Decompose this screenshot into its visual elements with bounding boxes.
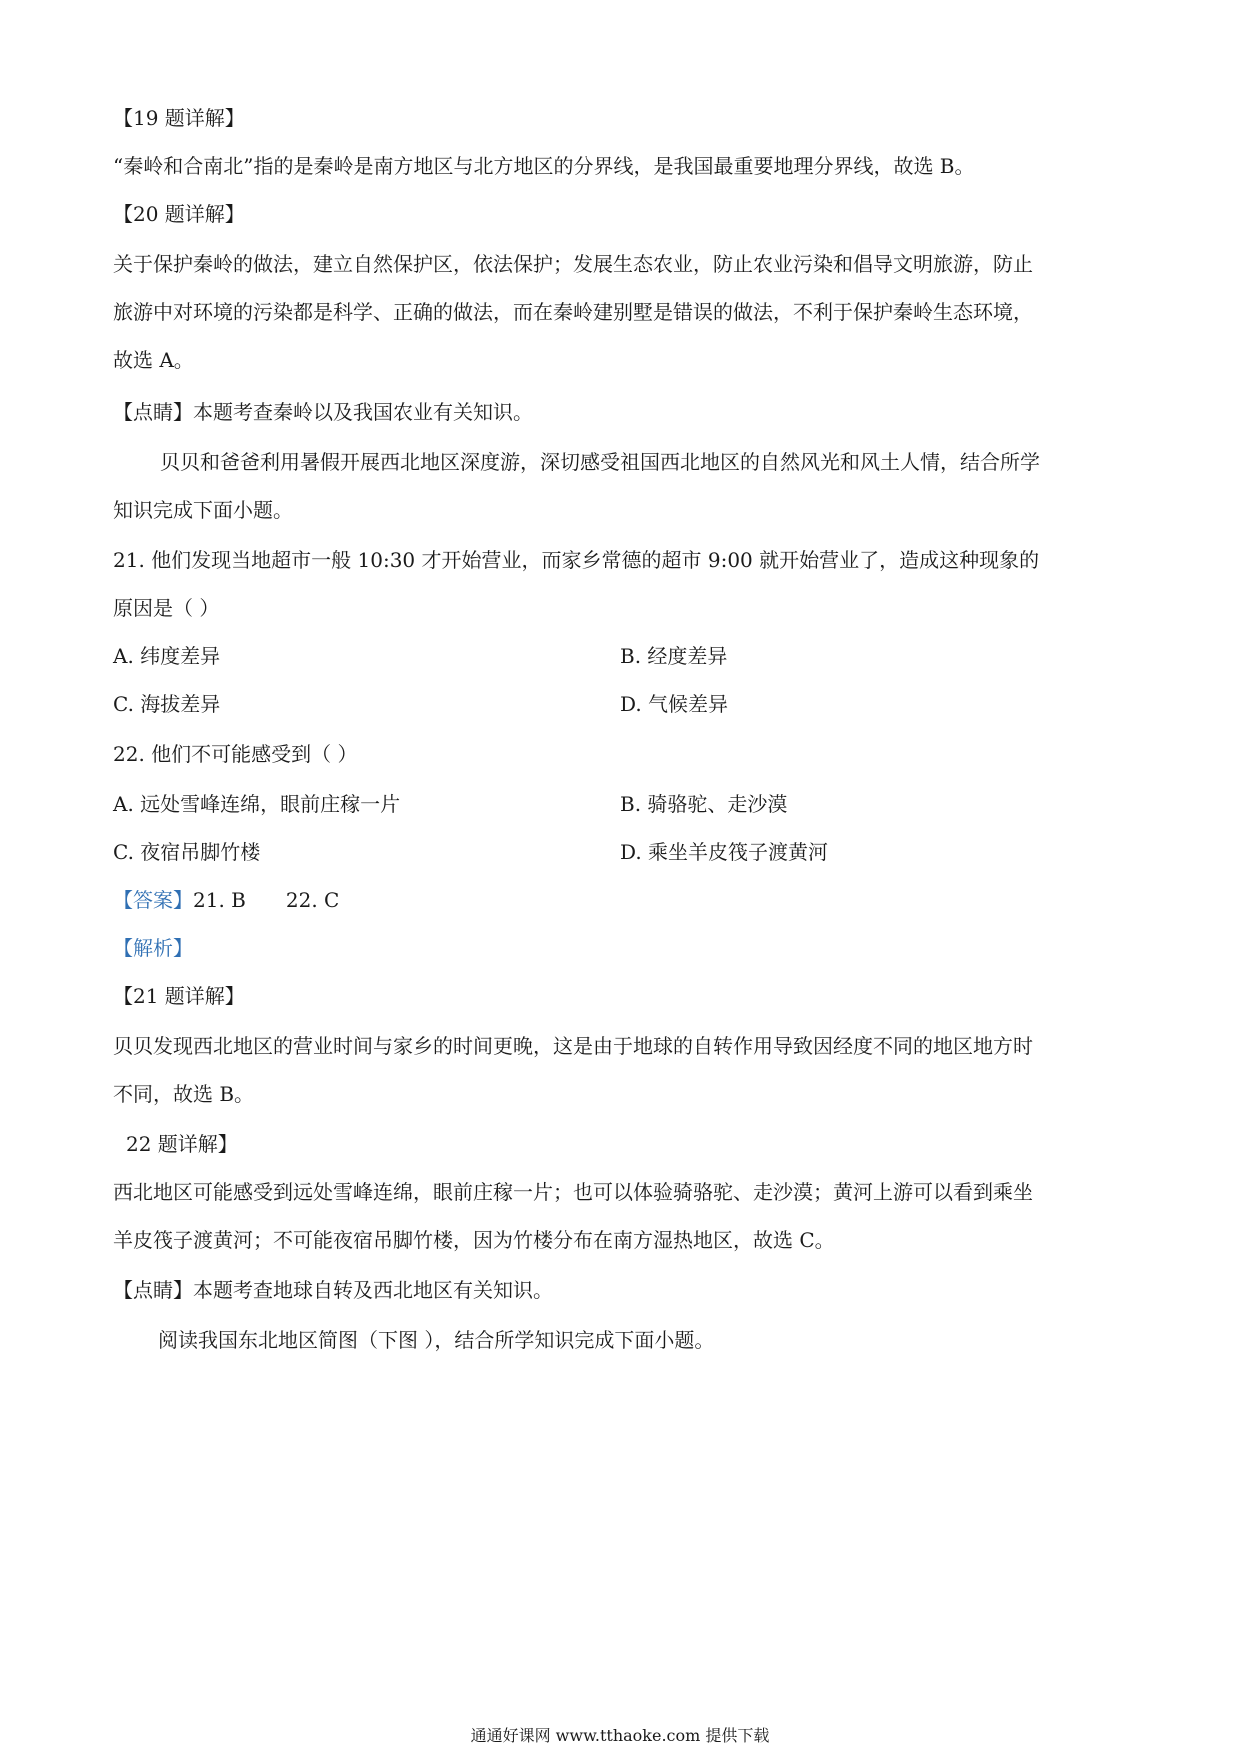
q19-detail-body: “秦岭和合南北”指的是秦岭是南方地区与北方地区的分界线，是我国最重要地理分界线，故选 B。 [113,154,975,178]
q22-option-b: B. 骑骆驼、走沙漠 [620,792,788,816]
q21-explanation-line-1: 贝贝发现西北地区的营业时间与家乡的时间更晚，这是由于地球的自转作用导致因经度不同的地区地方时 [113,1034,1033,1058]
q19-detail-heading: 【19 题详解】 [113,106,245,130]
q21-option-b: B. 经度差异 [620,644,728,668]
intro-paragraph-line-2: 知识完成下面小题。 [113,498,293,522]
q22-detail-heading: 22 题详解】 [126,1132,238,1156]
q21-option-a: A. 纬度差异 [113,644,221,668]
q21-option-d: D. 气候差异 [620,692,729,716]
answer-22: 22. C [285,888,340,912]
answer-21: 21. B [193,888,246,912]
question-22: 22. 他们不可能感受到（ ） [113,742,358,766]
question-21-line-1: 21. 他们发现当地超市一般 10:30 才开始营业，而家乡常德的超市 9:00 就开始营业了，造成这种现象的 [113,548,1040,572]
q20-detail-body-line-3: 故选 A。 [113,348,194,372]
dianjing-note-2: 【点睛】本题考查地球自转及西北地区有关知识。 [113,1278,553,1302]
dianjing-note-1: 【点睛】本题考查秦岭以及我国农业有关知识。 [113,400,533,424]
analysis-label: 【解析】 [113,936,193,960]
q22-option-d: D. 乘坐羊皮筏子渡黄河 [620,840,829,864]
intro-paragraph-line-1: 贝贝和爸爸利用暑假开展西北地区深度游，深切感受祖国西北地区的自然风光和风土人情，结合所学 [160,450,1040,474]
q20-detail-body-line-1: 关于保护秦岭的做法，建立自然保护区，依法保护；发展生态农业，防止农业污染和倡导文明旅游，防止 [113,252,1033,276]
question-21-line-2: 原因是（ ） [113,596,220,620]
q21-detail-heading: 【21 题详解】 [113,984,245,1008]
answer-label: 【答案】 [113,888,193,912]
q22-explanation-line-2: 羊皮筏子渡黄河；不可能夜宿吊脚竹楼，因为竹楼分布在南方湿热地区，故选 C。 [113,1228,835,1252]
q21-explanation-line-2: 不同，故选 B。 [113,1082,255,1106]
q20-detail-body-line-2: 旅游中对环境的污染都是科学、正确的做法，而在秦岭建别墅是错误的做法，不利于保护秦岭生态环境， [113,300,1033,324]
q20-detail-heading: 【20 题详解】 [113,202,245,226]
q22-option-a: A. 远处雪峰连绵，眼前庄稼一片 [113,792,401,816]
answer-line [113,886,339,914]
footer-source: 通通好课网 www.tthaoke.com 提供下载 [470,1726,770,1745]
q22-option-c: C. 夜宿吊脚竹楼 [113,840,261,864]
intro-paragraph-2: 阅读我国东北地区简图（下图 ），结合所学知识完成下面小题。 [158,1328,715,1352]
q21-option-c: C. 海拔差异 [113,692,221,716]
q22-explanation-line-1: 西北地区可能感受到远处雪峰连绵，眼前庄稼一片；也可以体验骑骆驼、走沙漠；黄河上游可以看到乘坐 [113,1180,1033,1204]
